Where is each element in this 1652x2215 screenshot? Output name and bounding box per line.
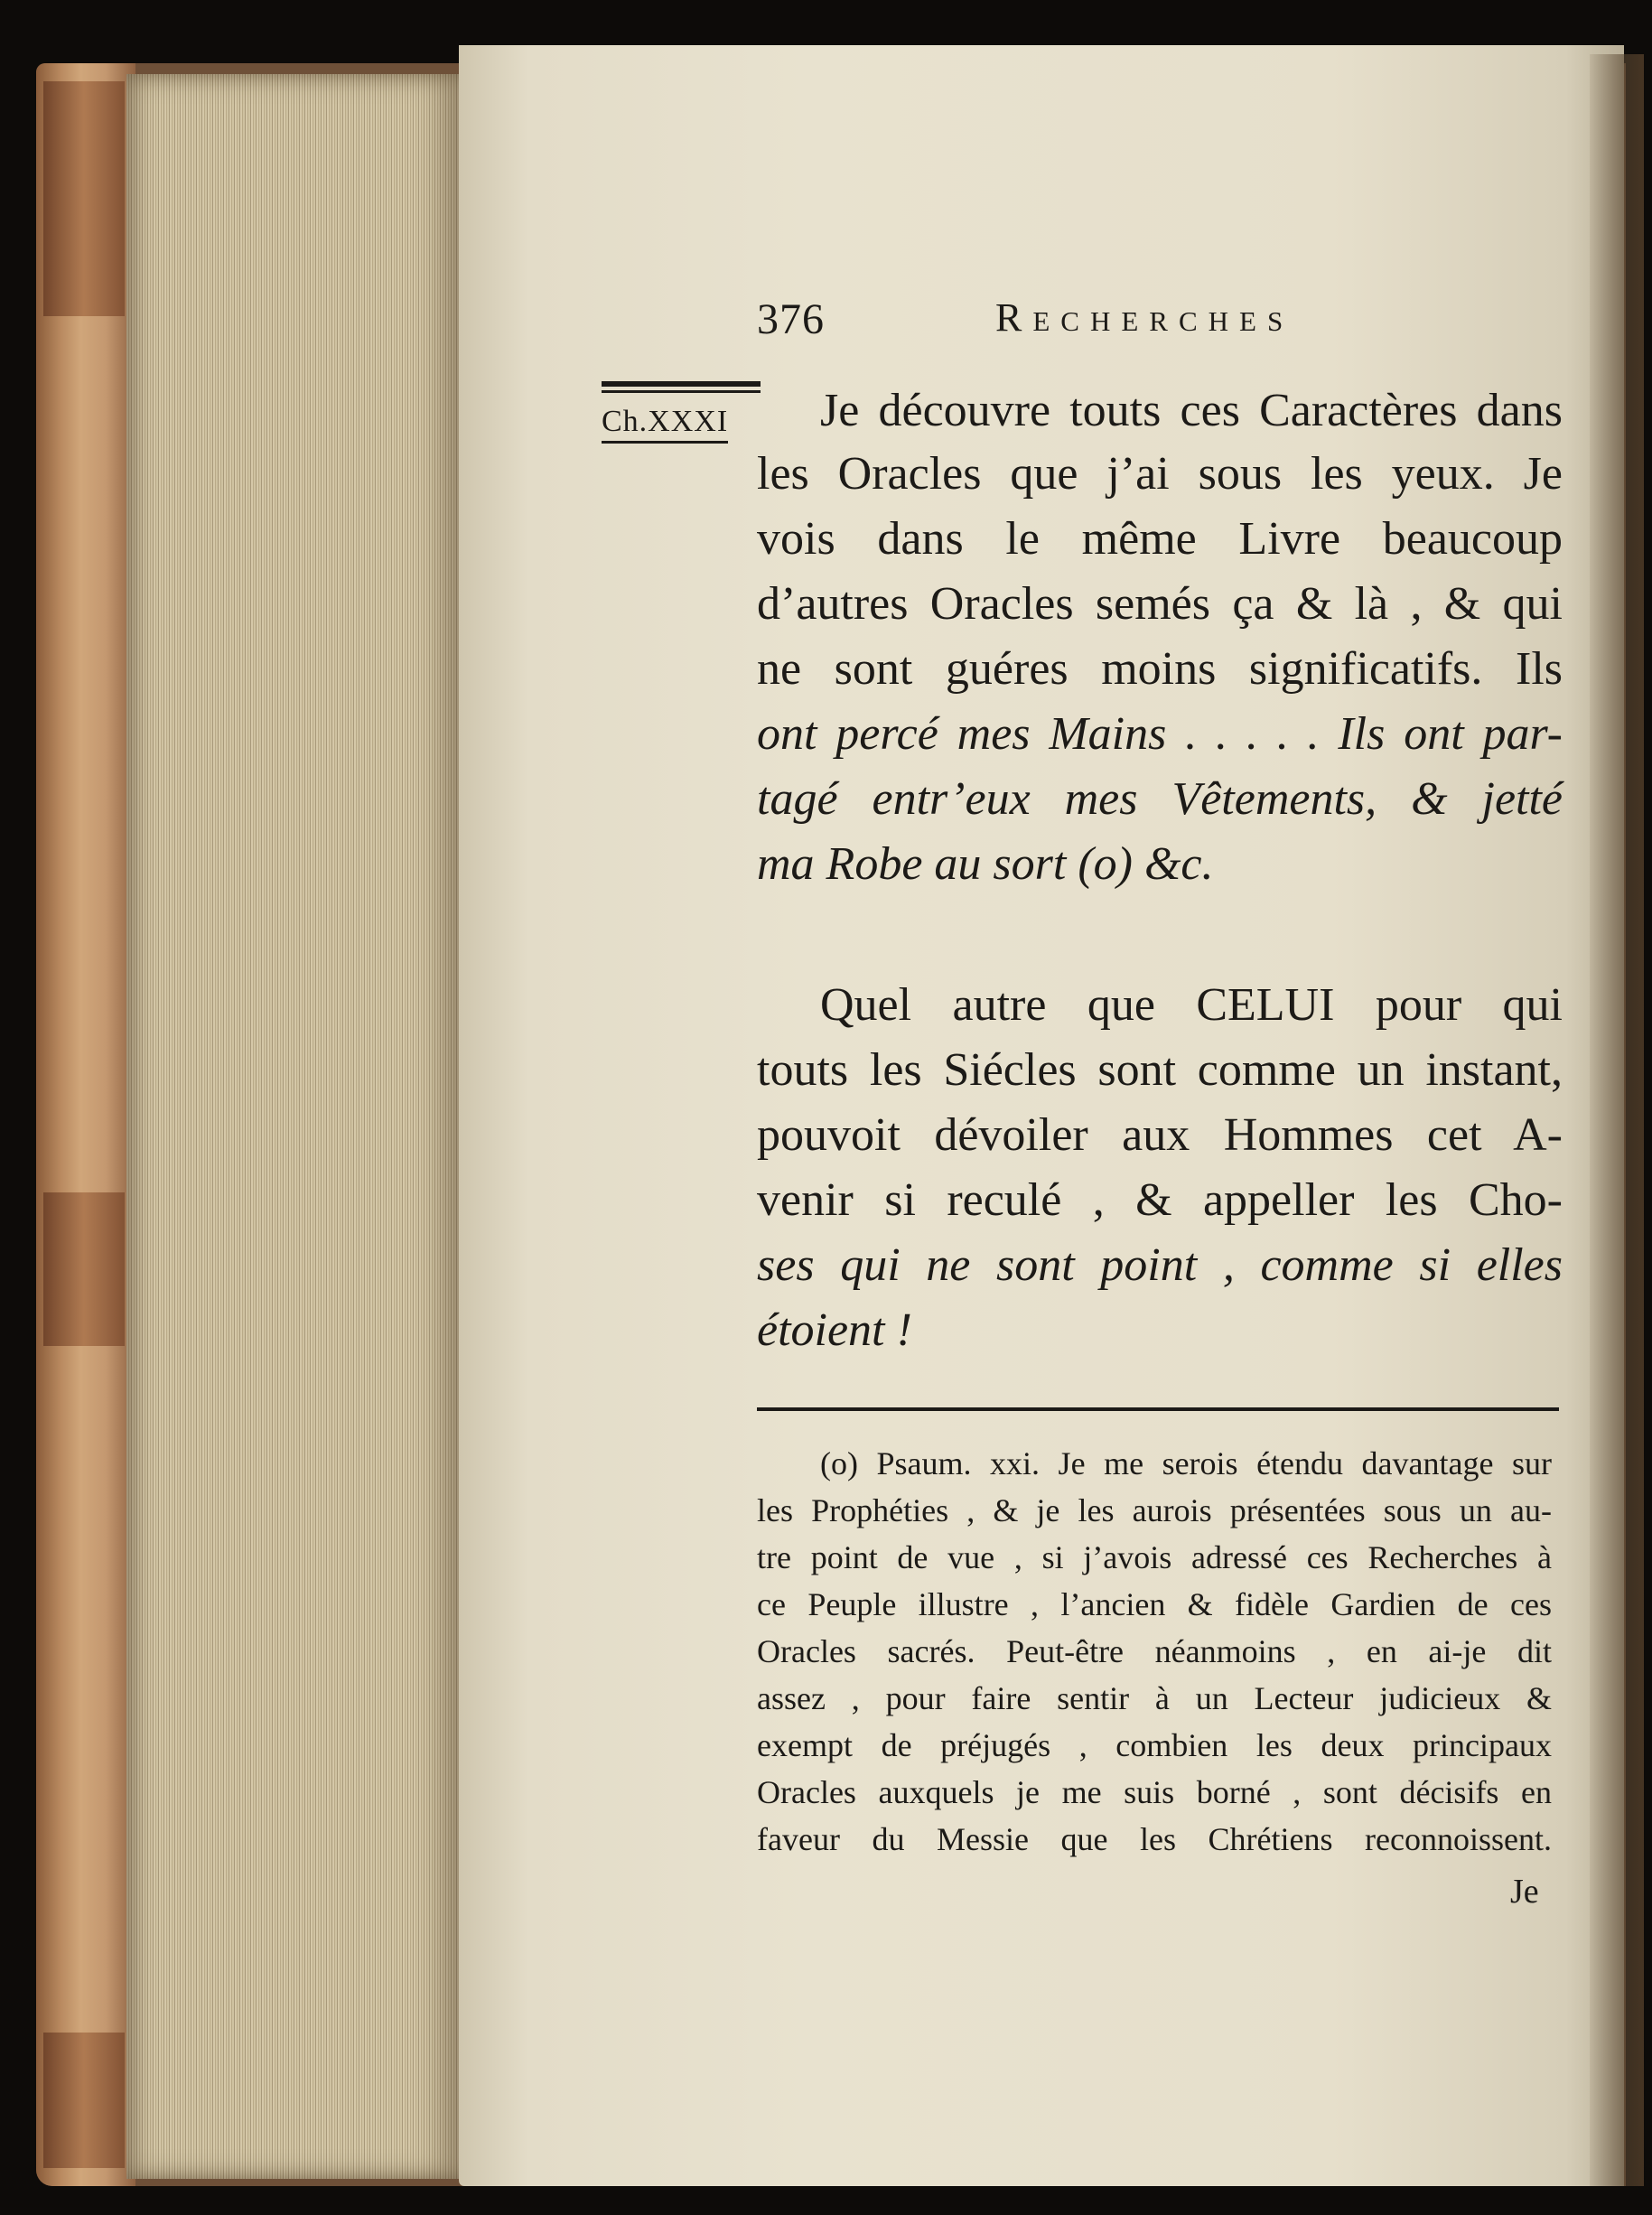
body-line: touts les Siécles sont comme un instant,	[757, 1044, 1563, 1096]
footnote-line: tre point de vue , si j’avois adressé ces Recherches à	[757, 1539, 1552, 1575]
footnote-rule	[757, 1407, 1559, 1411]
catchword: Je	[1510, 1873, 1539, 1911]
footnote-line: faveur du Messie que les Chrétiens reconnoissent.	[757, 1821, 1552, 1857]
body-line-italic: tagé entr’eux mes Vêtements, & jetté	[757, 773, 1563, 825]
body-line: venir si reculé , & appeller les Cho-	[757, 1174, 1563, 1226]
footnote-line: assez , pour faire sentir à un Lecteur judicieux &	[757, 1680, 1552, 1716]
body-line-italic: ont percé mes Mains . . . . . Ils ont par-	[757, 708, 1563, 760]
footnote-line: Oracles sacrés. Peut-être néanmoins , en ai-je dit	[757, 1633, 1552, 1669]
gutter-shadow	[1590, 54, 1644, 2186]
page-block-edge	[126, 74, 461, 2179]
body-line-italic: ma Robe au sort (o) &c.	[757, 838, 1214, 890]
body-line-italic: étoient !	[757, 1304, 912, 1356]
body-line: vois dans le même Livre beaucoup	[757, 513, 1563, 565]
body-line-italic: ses qui ne sont point , comme si elles	[757, 1239, 1563, 1291]
body-line: pouvoit dévoiler aux Hommes cet A-	[757, 1109, 1563, 1161]
cover-wear-patch	[43, 81, 125, 316]
page-number: 376	[757, 295, 825, 343]
body-line: ne sont guéres moins significatifs. Ils	[757, 643, 1563, 695]
marginal-rule	[602, 381, 761, 387]
cover-wear-patch	[43, 1192, 125, 1346]
body-line: Quel autre que CELUI pour qui	[820, 979, 1563, 1031]
footnote-line: (o) Psaum. xxi. Je me serois étendu davantage sur	[820, 1445, 1552, 1481]
footnote-line: exempt de préjugés , combien les deux principaux	[757, 1727, 1552, 1763]
footnote-line: Oracles auxquels je me suis borné , sont décisifs en	[757, 1774, 1552, 1810]
cover-wear-patch	[43, 2033, 125, 2168]
body-line: d’autres Oracles semés ça & là , & qui	[757, 578, 1563, 630]
marginal-rule	[602, 390, 761, 393]
running-title: Recherches	[995, 295, 1294, 340]
footnote-line: ce Peuple illustre , l’ancien & fidèle Gardien de ces	[757, 1586, 1552, 1622]
body-line: les Oracles que j’ai sous les yeux. Je	[757, 448, 1563, 500]
body-line: Je découvre touts ces Caractères dans	[820, 385, 1563, 436]
leather-cover-edge	[36, 63, 135, 2186]
footnote-line: les Prophéties , & je les aurois présentées sous un au-	[757, 1492, 1552, 1528]
chapter-marginal-note: Ch.XXXI	[602, 405, 728, 444]
